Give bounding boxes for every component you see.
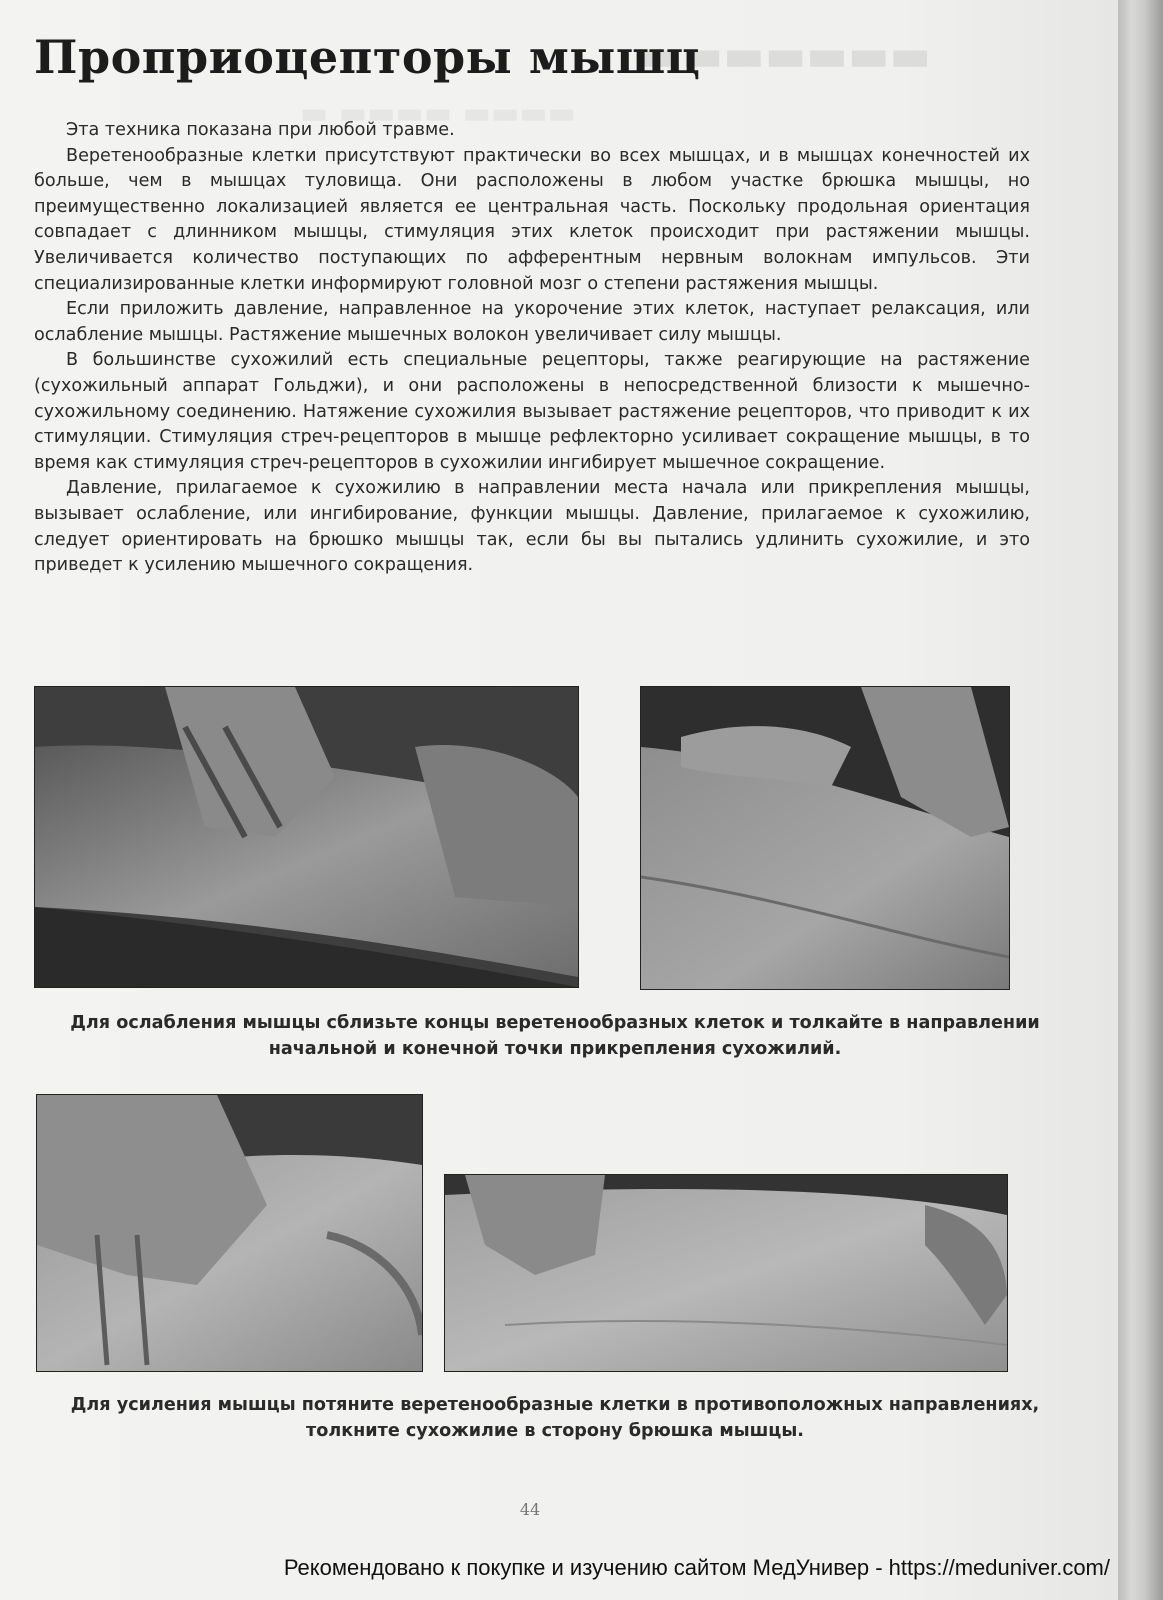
caption-strengthen: Для усиления мышцы потяните веретенообразные клетки в противоположных направлениях, толкните сухожилие в сторону брюшка мышцы. xyxy=(70,1395,1040,1441)
article-body xyxy=(34,118,1030,579)
photo-weaken-1 xyxy=(34,686,579,988)
book-page: ▬▬▬▬▬▬▬ ▬ ▬▬▬▬ ▬▬▬▬ Проприоцепторы мышц Эта техника показана при любой травме. Веретенообразные клетки присутствуют практически во всех мышцах, и в мышцах конечностей их больше, чем в мышцах туловища. Они расположены в любом участке брюшка мышцы, но преимущественно локализацией является ее центральная часть. Поскольку продольная ориентация совпадает с длинником мышцы, стимуляция этих клеток происходит при растяжении мышцы. Увеличивается количество поступающих по афферентным нервным волокнам импульсов. Эти специализированные клетки информируют головной мозг о степени растяжения мышцы. Если приложить давление, направленное на укорочение этих клеток, наступает релаксация, или ослабление мышцы. Растяжение мышечных волокон увеличивает силу мышцы. В большинстве сухожилий есть специальные рецепторы, также реагирующие на растяжение (сухожильный аппарат Гольджи), и они расположены в непосредственной близости к мышечно-сухожильному соединению. Натяжение сухожилия вызывает растяжение рецепторов, что приводит к их стимуляции. Стимуляция стреч-рецепторов в мышце рефлекторно усиливает сокращение мышцы, в то время как стимуляция стреч-рецепторов в сухожилии ингибирует мышечное сокращение. Давление, прилагаемое к сухожилию в направлении места начала или прикрепления мышцы, вызывает ослабление, или ингибирование, функции мышцы. Давление, прилагаемое к сухожилию, следует ориентировать на брюшко мышцы так, если бы вы пытались удлинить сухожилие, и это приведет к усилению мышечного сокращения. Для ослабления мышцы сблизьте концы веретенообразных клеток и толкайте в направлении начальной и конечной точки прикрепления сухожилий. Для усиления мышцы потяните веретенообразные клетки в противоположных направлениях, толкните сухожилие в сторону брюшка мышцы. 44 xyxy=(0,0,1120,1600)
page-number: 44 xyxy=(519,1500,541,1519)
footer-recommendation: Рекомендовано к покупке и изучению сайтом МедУнивер - https://meduniver.com/ xyxy=(283,1555,1110,1580)
photo-strengthen-1 xyxy=(36,1094,423,1372)
paragraph: В большинстве сухожилий есть специальные рецепторы, также реагирующие на растяжение (сухожильный аппарат Гольджи), и они расположены в непосредственной близости к мышечно-сухожильному соединению. Натяжение сухожилия вызывает растяжение рецепторов, что приводит к их стимуляции. Стимуляция стреч-рецепторов в мышце рефлекторно усиливает сокращение мышцы, в то время как стимуляция стреч-рецепторов в сухожилии ингибирует мышечное сокращение. xyxy=(34,350,1030,473)
photo-weaken-2 xyxy=(640,686,1010,990)
paragraph: Эта техника показана при любой травме. xyxy=(66,120,455,140)
page-edge-shadow xyxy=(1118,0,1163,1600)
photo-strengthen-2 xyxy=(444,1174,1008,1372)
paragraph: Давление, прилагаемое к сухожилию в направлении места начала или прикрепления мышцы, вызывает ослабление, или ингибирование, функции мышцы. Давление, прилагаемое к сухожилию, следует ориентировать на брюшко мышцы так, если бы вы пытались удлинить сухожилие, и это приведет к усилению мышечного сокращения. xyxy=(34,478,1030,576)
caption-weaken: Для ослабления мышцы сблизьте концы веретенообразных клеток и толкайте в направлении начальной и конечной точки прикрепления сухожилий. xyxy=(70,1013,1040,1059)
page-title: Проприоцепторы мышц xyxy=(34,30,701,84)
paragraph: Если приложить давление, направленное на укорочение этих клеток, наступает релаксация, или ослабление мышцы. Растяжение мышечных волокон увеличивает силу мышцы. xyxy=(34,299,1030,345)
paragraph: Веретенообразные клетки присутствуют практически во всех мышцах, и в мышцах конечностей их больше, чем в мышцах туловища. Они расположены в любом участке брюшка мышцы, но преимущественно локализацией является ее центральная часть. Поскольку продольная ориентация совпадает с длинником мышцы, стимуляция этих клеток происходит при растяжении мышцы. Увеличивается количество поступающих по афферентным нервным волокнам импульсов. Эти специализированные клетки информируют головной мозг о степени растяжения мышцы. xyxy=(34,145,1030,294)
